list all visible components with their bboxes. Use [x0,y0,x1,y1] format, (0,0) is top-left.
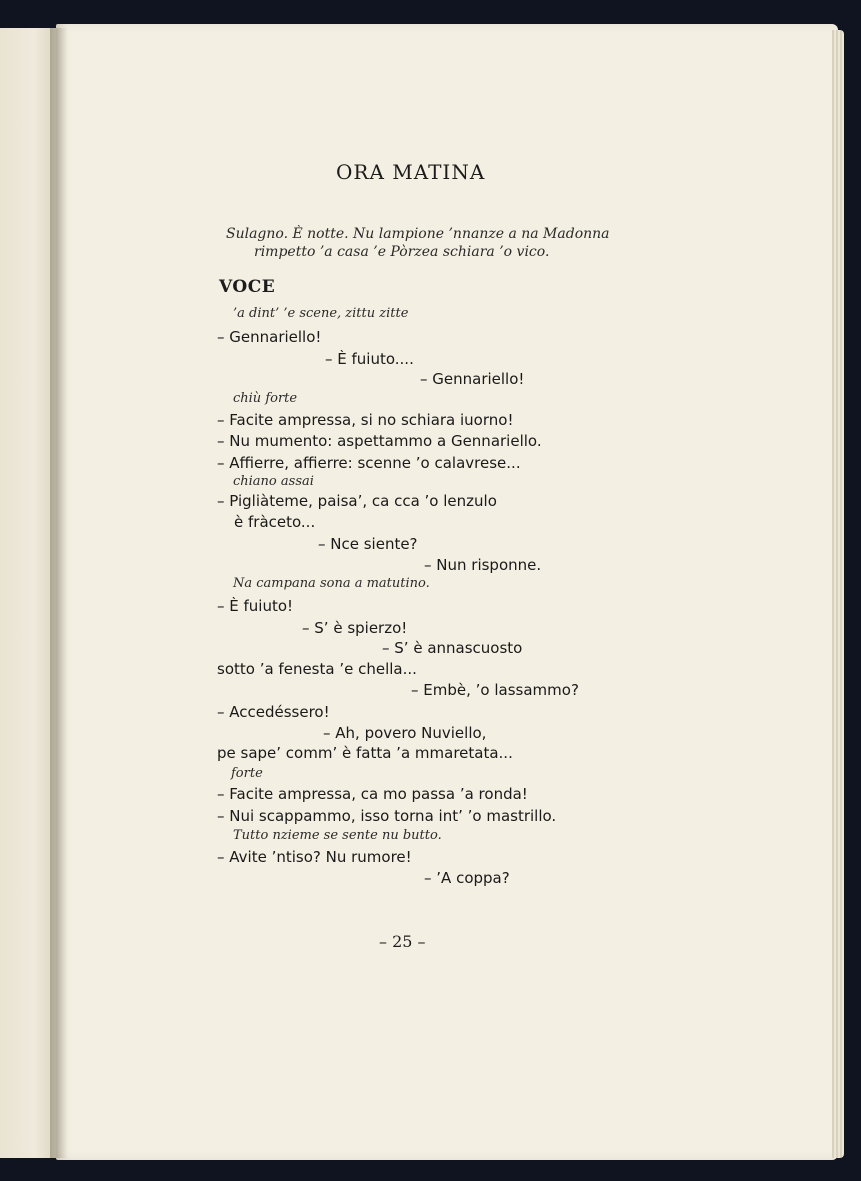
stage-direction-line-1: Sulagno. È notte. Nu lampione ’nnanze a na Madonna [226,226,610,242]
verse-line: – Gennariello! [420,370,525,388]
poem-title: ORA MATINA [336,160,486,184]
verse-line: – Facite ampressa, si no schiara iuorno! [217,411,514,429]
book-page [56,24,838,1160]
verse-line: – Accedéssero! [217,703,330,721]
direction-line: chiano assai [233,474,314,489]
direction-line: Tutto nzieme se sente nu butto. [233,828,442,843]
page-number: – 25 – [379,932,426,951]
spine-shadow [50,28,68,1158]
direction-line: forte [231,766,263,781]
page-stack-edge [832,30,844,1158]
verse-line: – Nun risponne. [424,556,542,574]
verse-line: – Facite ampressa, ca mo passa ’a ronda! [217,785,528,803]
verse-line: è fràceto... [234,513,316,531]
stage-direction-line-2: rimpetto ’a casa ’e Pòrzea schiara ’o vico. [254,244,550,260]
verse-line: sotto ’a fenesta ’e chella... [217,660,417,678]
verse-line: – Nu mumento: aspettammo a Gennariello. [217,432,542,450]
verse-line: – ’A coppa? [424,869,510,887]
verse-line: – Affierre, affierre: scenne ’o calavrese... [217,454,521,472]
verse-line: – È fuiuto.... [325,350,414,368]
verse-line: – Gennariello! [217,328,322,346]
verse-line: – È fuiuto! [217,597,294,615]
verse-line: pe sape’ comm’ è fatta ’a mmaretata... [217,744,513,762]
verse-line: – Nui scappammo, isso torna int’ ’o mastrillo. [217,807,557,825]
direction-line: Na campana sona a matutino. [233,576,430,591]
direction-line: chiù forte [233,391,298,406]
verse-line: – S’ è annascuosto [382,639,523,657]
verse-line: – Nce siente? [318,535,418,553]
direction-line: ’a dint’ ’e scene, zittu zitte [233,306,409,321]
verse-line: – Embè, ’o lassammo? [411,681,579,699]
verse-line: – Ah, povero Nuviello, [323,724,487,742]
verse-line: – S’ è spierzo! [302,619,408,637]
verse-line: – Avite ’ntiso? Nu rumore! [217,848,412,866]
speaker-heading: VOCE [219,277,276,297]
verse-line: – Pigliàteme, paisa’, ca cca ’o lenzulo [217,492,497,510]
